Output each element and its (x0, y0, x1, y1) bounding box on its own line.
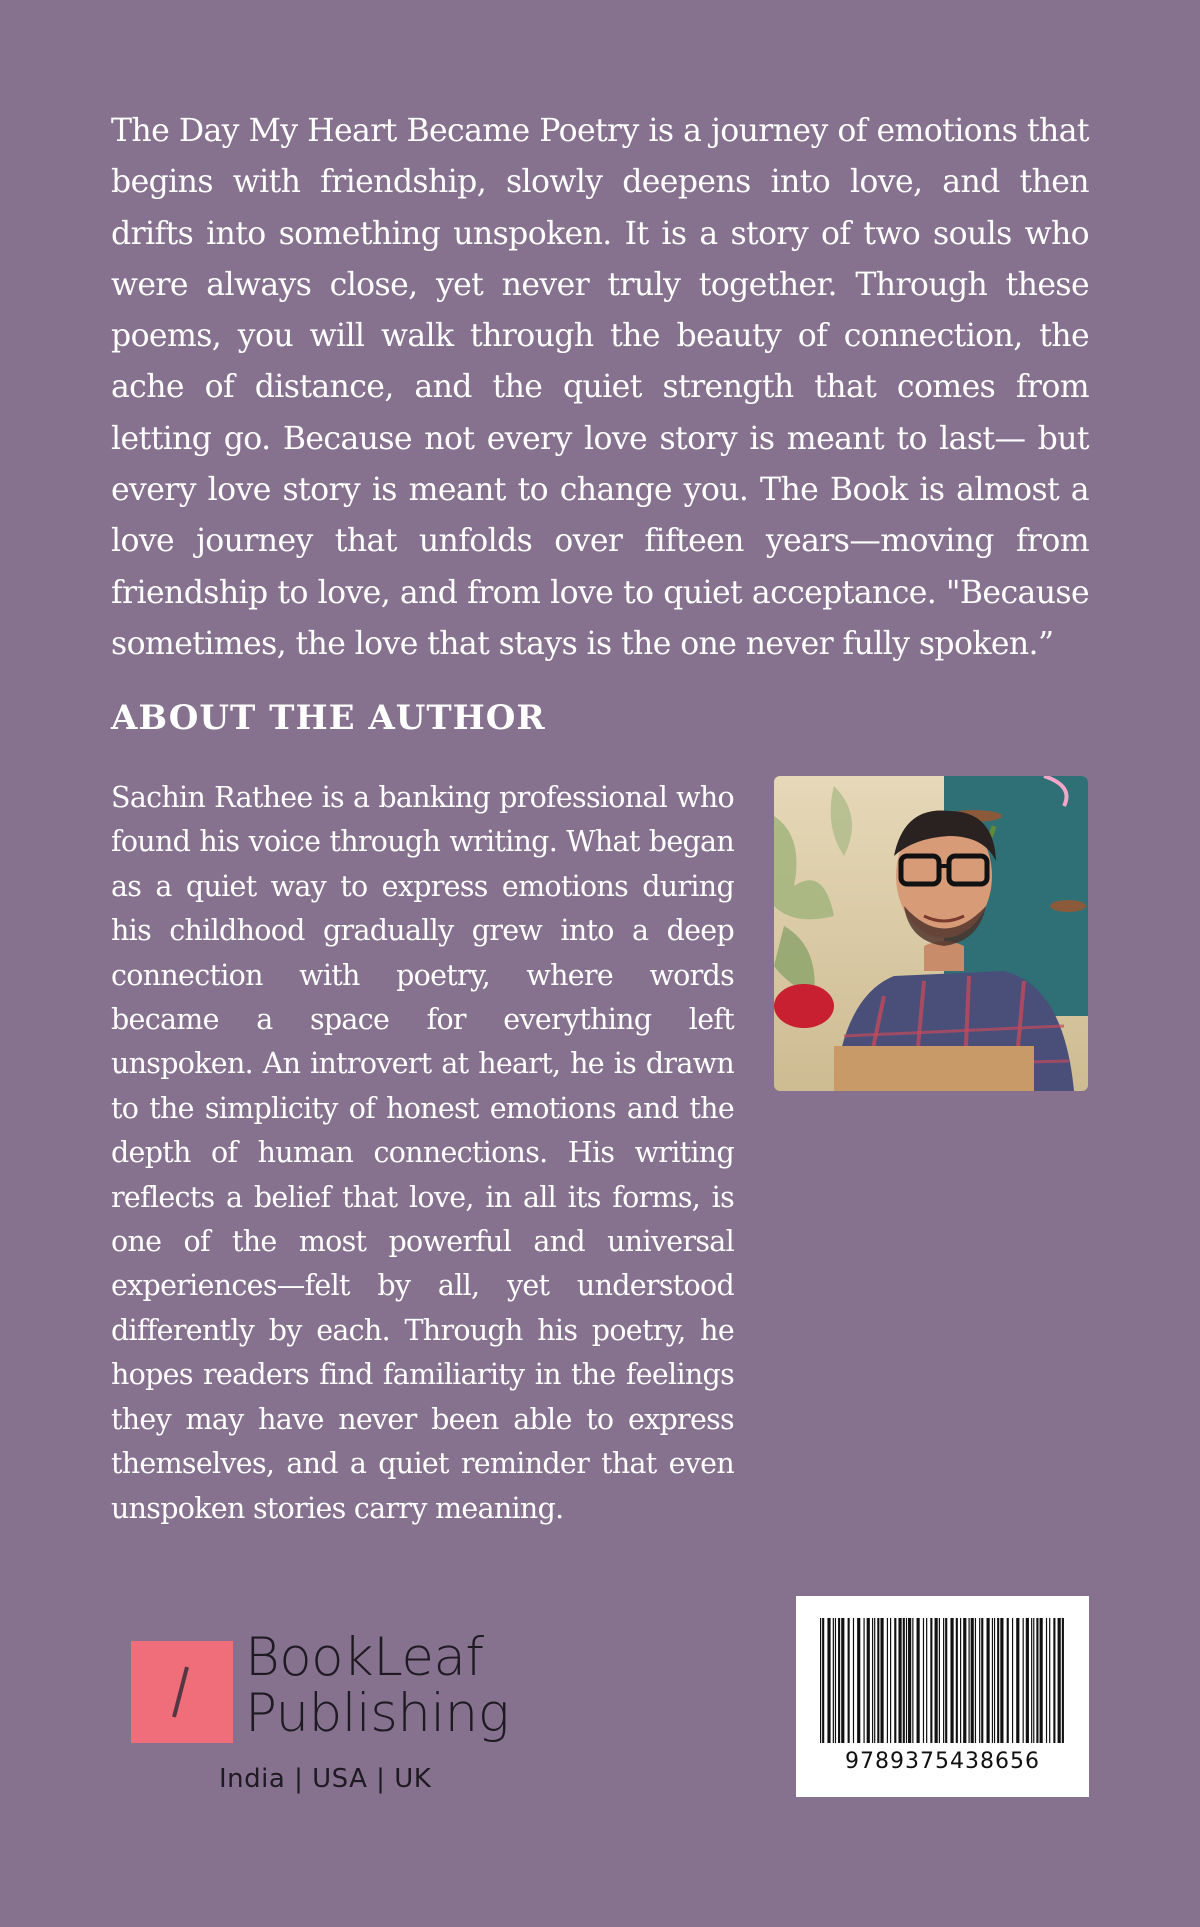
barcode-bar (890, 1618, 891, 1743)
barcode-bar (908, 1618, 911, 1743)
barcode-bar (975, 1618, 976, 1743)
barcode-bars-icon (820, 1618, 1065, 1743)
barcode-bar (1000, 1618, 1003, 1743)
barcode-bar (912, 1618, 913, 1743)
barcode-bar (838, 1618, 840, 1743)
barcode-bar (1007, 1618, 1009, 1743)
barcode-bar (872, 1618, 873, 1743)
barcode-bar (1016, 1618, 1019, 1743)
barcode-bar (827, 1618, 830, 1743)
barcode-bar (877, 1618, 879, 1743)
barcode-bar (943, 1618, 944, 1743)
barcode-bar (930, 1618, 932, 1743)
barcode-bar (963, 1618, 966, 1743)
barcode-bar (1058, 1618, 1061, 1743)
barcode-bar (820, 1618, 821, 1743)
barcode-bar (987, 1618, 990, 1743)
barcode-bar (1040, 1618, 1043, 1743)
barcode-bar (979, 1618, 980, 1743)
publisher-logo-icon (131, 1641, 233, 1743)
barcode-bar (1046, 1618, 1047, 1743)
barcode-bar (880, 1618, 883, 1743)
barcode-bar (903, 1618, 905, 1743)
book-blurb: The Day My Heart Became Poetry is a journey of emotions that begins with friendship, slowly deepens into love, and then drifts into something unspoken. It is a story of two souls who were always close, yet never truly together. Through these poems, you will walk through the beauty of connection, the ache of distance, and the quiet strength that comes from letting go. Because not every love story is meant to last— but every love story is meant to change you. The Book is almost a love journey that unfolds over fifteen years—moving from friendship to love, and from love to quiet acceptance. "Because sometimes, the love that stays is the one never fully spoken.” (111, 113, 1089, 662)
barcode-bar (867, 1618, 870, 1743)
barcode-bar (853, 1618, 854, 1743)
barcode-bar (956, 1618, 958, 1743)
publisher-logo-text (245, 1627, 510, 1744)
barcode-bar (971, 1618, 974, 1743)
barcode-bar (1053, 1618, 1055, 1743)
barcode-bar (887, 1618, 888, 1743)
barcode-bar (926, 1618, 927, 1743)
barcode-bar (950, 1618, 953, 1743)
barcode-bar (1031, 1618, 1032, 1743)
author-photo (774, 776, 1088, 1091)
barcode-bar (822, 1618, 824, 1743)
barcode-bar (968, 1618, 969, 1743)
barcode-bar (960, 1618, 961, 1743)
barcode-bar (898, 1618, 901, 1743)
barcode-bar (874, 1618, 875, 1743)
barcode-bar (906, 1618, 907, 1743)
barcode-bar (939, 1618, 940, 1743)
about-author-heading: ABOUT THE AUTHOR (111, 698, 546, 738)
barcode-bar (848, 1618, 850, 1743)
barcode-bar (935, 1618, 938, 1743)
barcode-bar (997, 1618, 999, 1743)
barcode-bar (863, 1618, 864, 1743)
barcode-bar (945, 1618, 947, 1743)
isbn-number: 9789375438656 (845, 1749, 1040, 1774)
barcode-bar (994, 1618, 995, 1743)
isbn-barcode (796, 1596, 1089, 1797)
barcode-bar (1049, 1618, 1050, 1743)
barcode-bar (1012, 1618, 1013, 1743)
barcode-bar (1026, 1618, 1029, 1743)
barcode-bar (1023, 1618, 1024, 1743)
barcode-bar (833, 1618, 834, 1743)
publisher-name-line2: Publishing (245, 1683, 510, 1744)
barcode-bar (1062, 1618, 1064, 1743)
barcode-bar (841, 1618, 844, 1743)
barcode-bar (835, 1618, 836, 1743)
barcode-bar (992, 1618, 993, 1743)
author-bio: Sachin Rathee is a banking professional who found his voice through writing. What began as a quiet way to express emotions during his childhood gradually grew into a deep connection with poetry, where words became a space for everything left unspoken. An introvert at heart, he is drawn to the simplicity of honest emotions and the depth of human connections. His writing reflects a belief that love, in all its forms, is one of the most powerful and universal experiences—felt by all, yet understood differently by each. Through his poetry, he hopes readers find familiarity in the feelings they may have never been able to express themselves, and a quiet reminder that even unspoken stories carry meaning. (111, 781, 734, 1525)
barcode-bar (894, 1618, 896, 1743)
publisher-regions: India | USA | UK (219, 1764, 432, 1794)
barcode-bar (923, 1618, 924, 1743)
barcode-bar (1036, 1618, 1038, 1743)
barcode-bar (1033, 1618, 1034, 1743)
barcode-bar (981, 1618, 983, 1743)
barcode-bar (857, 1618, 860, 1743)
publisher-name-line1: BookLeaf (245, 1627, 484, 1688)
barcode-bar (917, 1618, 920, 1743)
